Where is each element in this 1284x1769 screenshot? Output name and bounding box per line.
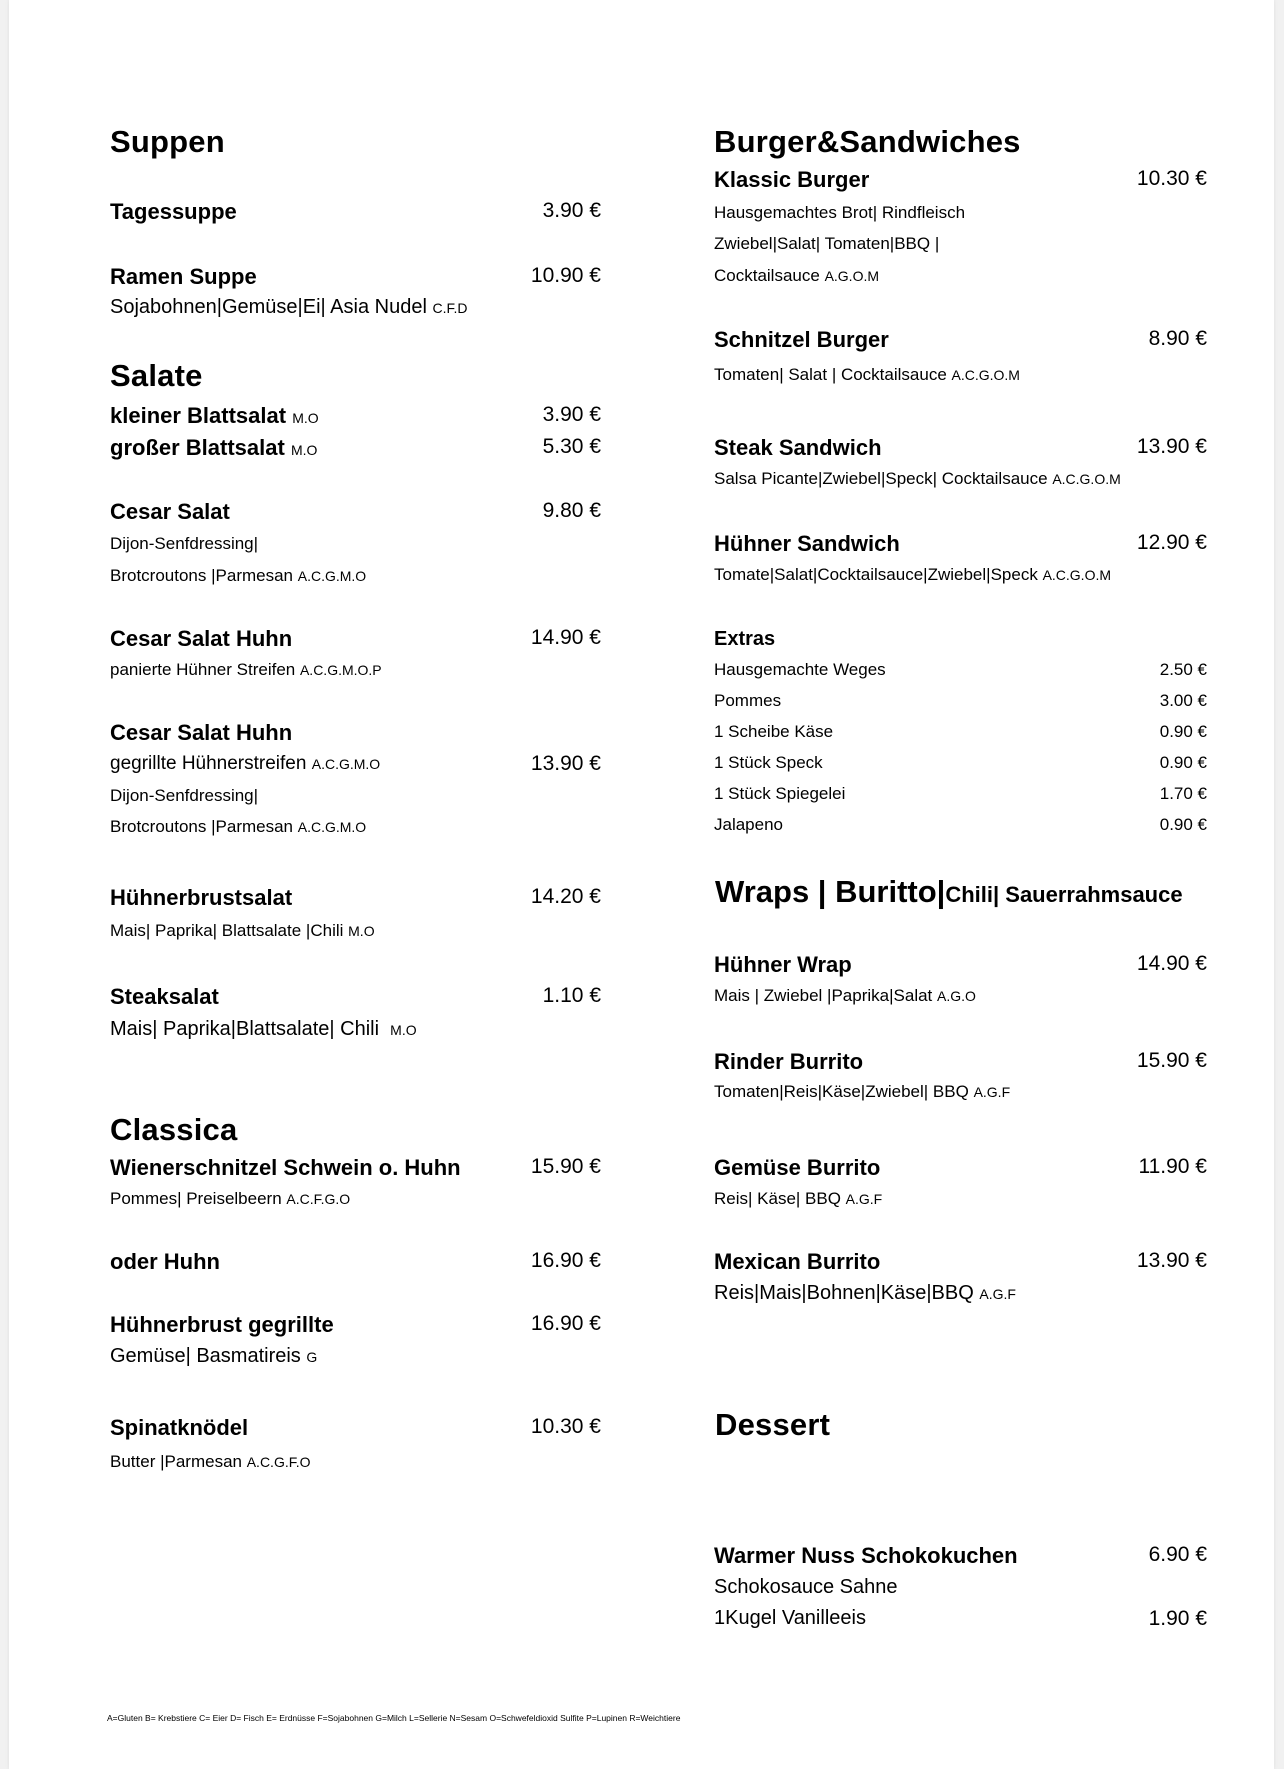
item-price-cesar-salat-huhn-2: 13.90 € (530, 752, 601, 775)
extra-item-name: 1 Stück Speck (714, 753, 823, 772)
item-desc-steak-sandwich: Salsa Picante|Zwiebel|Speck| Cocktailsauce A.C.G.O.M (714, 469, 1121, 488)
extra-item-name: 1 Stück Spiegelei (714, 784, 846, 803)
item-price-steak-sandwich: 13.90 € (1136, 435, 1207, 458)
item-desc-rinder-burrito: Tomaten|Reis|Käse|Zwiebel| BBQ A.G.F (714, 1082, 1011, 1101)
item-name-cesar-salat-huhn-1: Cesar Salat Huhn (110, 626, 293, 651)
section-title-salate: Salate (110, 358, 203, 393)
item-price-oder-huhn: 16.90 € (530, 1249, 601, 1272)
section-title-dessert: Dessert (715, 1407, 831, 1442)
item-price-huehner-wrap: 14.90 € (1136, 952, 1207, 975)
item-desc-steaksalat: Mais| Paprika|Blattsalate| Chili M.O (110, 1018, 417, 1040)
item-name-huehnerbrustsalat: Hühnerbrustsalat (110, 885, 293, 910)
item-desc-schokokuchen-2: 1Kugel Vanilleeis (714, 1607, 866, 1629)
item-name-huehnerbrust-gegrillte: Hühnerbrust gegrillte (110, 1312, 334, 1337)
item-desc-huehner-sandwich: Tomate|Salat|Cocktailsauce|Zwiebel|Speck A.C.G.O.M (714, 565, 1112, 584)
item-desc-wienerschnitzel: Pommes| Preiselbeern A.C.F.G.O (110, 1189, 351, 1208)
item-name-mexican-burrito: Mexican Burrito (714, 1249, 881, 1274)
item-desc-gemuese-burrito: Reis| Käse| BBQ A.G.F (714, 1189, 883, 1208)
item-price-gemuese-burrito: 11.90 € (1138, 1155, 1207, 1178)
item-desc-klassic-burger-2: Zwiebel|Salat| Tomaten|BBQ | (714, 234, 940, 253)
item-desc-cesar-salat-huhn-2-2: Dijon-Senfdressing| (110, 786, 259, 805)
extra-item-price: 0.90 € (1159, 753, 1207, 772)
item-price-steaksalat: 1.10 € (542, 984, 601, 1007)
extra-item-name: 1 Scheibe Käse (714, 722, 834, 741)
item-price-cesar-salat-huhn-1: 14.90 € (530, 626, 601, 649)
item-desc-huehnerbrust-gegrillte: Gemüse| Basmatireis G (110, 1345, 318, 1367)
item-desc-cesar-salat-1: Dijon-Senfdressing| (110, 534, 259, 553)
item-name-steaksalat: Steaksalat (110, 984, 219, 1009)
extra-item-name: Hausgemachte Weges (714, 660, 886, 679)
item-desc-schokokuchen-1: Schokosauce Sahne (714, 1576, 898, 1598)
item-price-huehnerbrust-gegrillte: 16.90 € (530, 1312, 601, 1335)
item-name-steak-sandwich: Steak Sandwich (714, 435, 882, 460)
item-desc-mexican-burrito: Reis|Mais|Bohnen|Käse|BBQ A.G.F (714, 1282, 1016, 1304)
item-price-grosser-blattsalat: 5.30 € (542, 435, 601, 458)
item-desc-spinatknoedel: Butter |Parmesan A.C.G.F.O (110, 1452, 311, 1471)
item-desc-cesar-salat-huhn-2-1: gegrillte Hühnerstreifen A.C.G.M.O (110, 753, 381, 774)
item-price-kleiner-blattsalat: 3.90 € (542, 403, 601, 426)
item-price-huehnerbrustsalat: 14.20 € (530, 885, 601, 908)
item-name-huehner-sandwich: Hühner Sandwich (714, 531, 900, 556)
extra-item-name: Pommes (714, 691, 782, 710)
extra-item-price: 1.70 € (1159, 784, 1207, 803)
section-title-extras: Extras (714, 628, 776, 650)
item-name-grosser-blattsalat: großer Blattsalat M.O (110, 435, 318, 460)
item-price-vanilleeis: 1.90 € (1148, 1607, 1207, 1630)
item-name-cesar-salat: Cesar Salat (110, 499, 230, 524)
item-name-gemuese-burrito: Gemüse Burrito (714, 1155, 881, 1180)
item-desc-klassic-burger-1: Hausgemachtes Brot| Rindfleisch (714, 203, 966, 222)
item-name-huehner-wrap: Hühner Wrap (714, 952, 852, 977)
section-title-classica: Classica (110, 1112, 238, 1147)
item-desc-ramen: Sojabohnen|Gemüse|Ei| Asia Nudel C.F.D (110, 296, 468, 318)
item-name-tagessuppe: Tagessuppe (110, 199, 237, 224)
item-price-rinder-burrito: 15.90 € (1136, 1049, 1207, 1072)
item-name-rinder-burrito: Rinder Burrito (714, 1049, 864, 1074)
item-price-mexican-burrito: 13.90 € (1136, 1249, 1207, 1272)
item-name-cesar-salat-huhn-2: Cesar Salat Huhn (110, 720, 293, 745)
extra-item-price: 2.50 € (1159, 660, 1207, 679)
section-title-wraps: Wraps | Buritto|Chili| Sauerrahmsauce (715, 874, 1183, 909)
item-price-cesar-salat: 9.80 € (542, 499, 601, 522)
item-price-spinatknoedel: 10.30 € (530, 1415, 601, 1438)
item-desc-cesar-salat-huhn-1: panierte Hühner Streifen A.C.G.M.O.P (110, 660, 382, 679)
allergen-legend: A=Gluten B= Krebstiere C= Eier D= Fisch E= Erdnüsse F=Sojabohnen G=Milch L=Sellerie N=Sesam O=Schwefeldioxid Sulfite P=Lupinen R=Weichtiere (107, 1713, 681, 1723)
extra-item-name: Jalapeno (714, 815, 784, 834)
item-desc-schnitzel-burger: Tomaten| Salat | Cocktailsauce A.C.G.O.M (714, 365, 1020, 384)
item-name-schokokuchen: Warmer Nuss Schokokuchen (714, 1543, 1018, 1568)
item-name-kleiner-blattsalat: kleiner Blattsalat M.O (110, 403, 319, 428)
item-desc-klassic-burger-3: Cocktailsauce A.G.O.M (714, 266, 880, 285)
item-price-ramen: 10.90 € (530, 264, 601, 287)
extra-item-price: 0.90 € (1159, 815, 1207, 834)
item-name-klassic-burger: Klassic Burger (714, 167, 870, 192)
item-desc-huehnerbrustsalat: Mais| Paprika| Blattsalate |Chili M.O (110, 921, 375, 940)
item-name-ramen: Ramen Suppe (110, 264, 257, 289)
item-desc-cesar-salat-2: Brotcroutons |Parmesan A.C.G.M.O (110, 566, 367, 585)
item-price-schokokuchen: 6.90 € (1148, 1543, 1207, 1566)
item-name-spinatknoedel: Spinatknödel (110, 1415, 249, 1440)
section-title-suppen: Suppen (110, 124, 225, 159)
menu-page (9, 0, 1274, 1769)
item-price-wienerschnitzel: 15.90 € (530, 1155, 601, 1178)
item-name-oder-huhn: oder Huhn (110, 1249, 220, 1274)
item-name-schnitzel-burger: Schnitzel Burger (714, 327, 889, 352)
item-price-tagessuppe: 3.90 € (542, 199, 601, 222)
extra-item-price: 3.00 € (1159, 691, 1207, 710)
item-price-klassic-burger: 10.30 € (1136, 167, 1207, 190)
item-price-schnitzel-burger: 8.90 € (1148, 327, 1207, 350)
extra-item-price: 0.90 € (1159, 722, 1207, 741)
item-name-wienerschnitzel: Wienerschnitzel Schwein o. Huhn (110, 1155, 461, 1180)
item-desc-huehner-wrap: Mais | Zwiebel |Paprika|Salat A.G.O (714, 986, 976, 1005)
section-title-burger-sandwiches: Burger&Sandwiches (714, 124, 1021, 159)
item-price-huehner-sandwich: 12.90 € (1136, 531, 1207, 554)
item-desc-cesar-salat-huhn-2-3: Brotcroutons |Parmesan A.C.G.M.O (110, 817, 367, 836)
